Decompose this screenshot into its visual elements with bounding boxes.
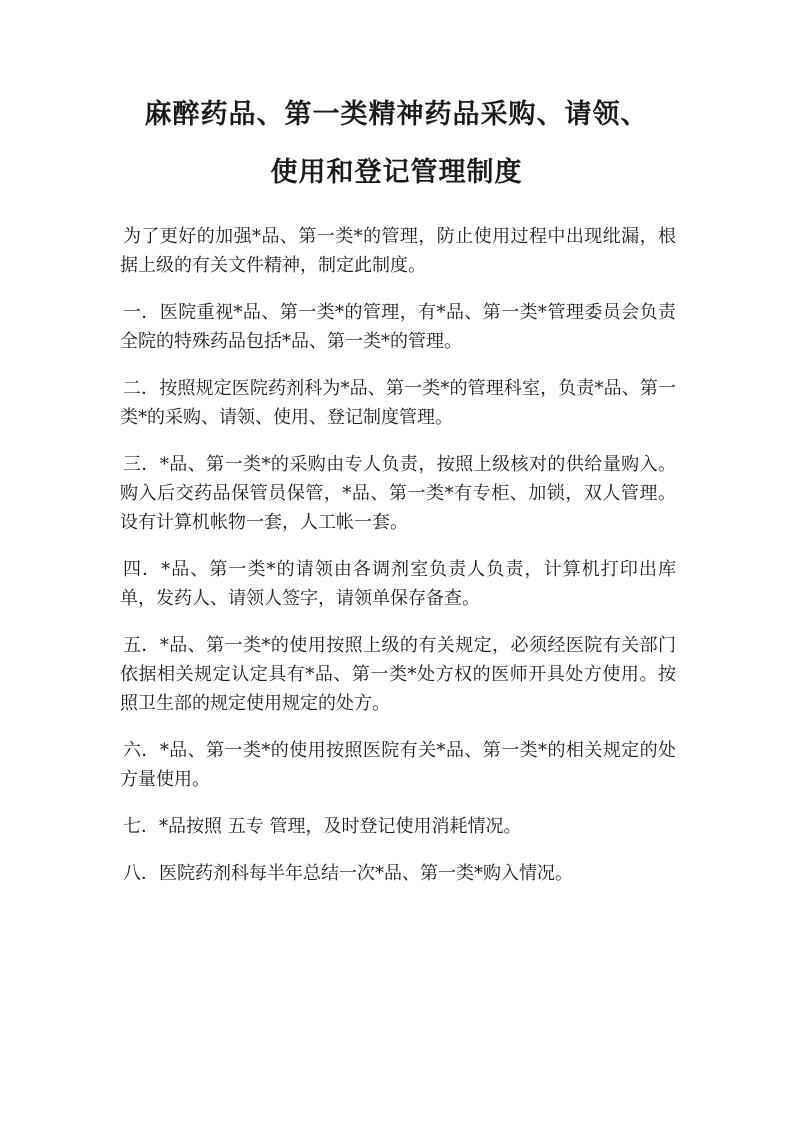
- paragraph-item-1: 一．医院重视*品、第一类*的管理，有*品、第一类*管理委员会负责全院的特殊药品包括*品、第一类*的管理。: [120, 302, 676, 352]
- paragraph-item-5: 五．*品、第一类*的使用按照上级的有关规定，必须经医院有关部门依据相关规定认定具有*品、第一类*处方权的医师开具处方使用。按照卫生部的规定使用规定的处方。: [120, 635, 676, 714]
- document-title-line-1: 麻醉药品、第一类精神药品采购、请领、: [144, 99, 649, 130]
- document-title-line-2: 使用和登记管理制度: [270, 157, 523, 188]
- paragraph-item-4: 四．*品、第一类*的请领由各调剂室负责人负责，计算机打印出库单，发药人、请领人签字，请领单保存备查。: [120, 559, 676, 609]
- paragraph-intro: 为了更好的加强*品、第一类*的管理，防止使用过程中出现纰漏，根据上级的有关文件精神，制定此制度。: [120, 226, 676, 276]
- paragraph-item-2: 二．按照规定医院药剂科为*品、第一类*的管理科室，负责*品、第一类*的采购、请领、使用、登记制度管理。: [120, 378, 676, 428]
- paragraph-item-3: 三．*品、第一类*的采购由专人负责，按照上级核对的供给量购入。购入后交药品保管员保管，*品、第一类*有专柜、加锁，双人管理。设有计算机帐物一套，人工帐一套。: [120, 454, 676, 533]
- paragraph-item-7: 七．*品按照 五专 管理，及时登记使用消耗情况。: [123, 816, 522, 837]
- paragraph-item-6: 六．*品、第一类*的使用按照医院有关*品、第一类*的相关规定的处方量使用。: [120, 740, 676, 790]
- document-body: [120, 222, 676, 906]
- paragraph-item-8: 八．医院药剂科每半年总结一次*品、第一类*购入情况。: [123, 863, 573, 884]
